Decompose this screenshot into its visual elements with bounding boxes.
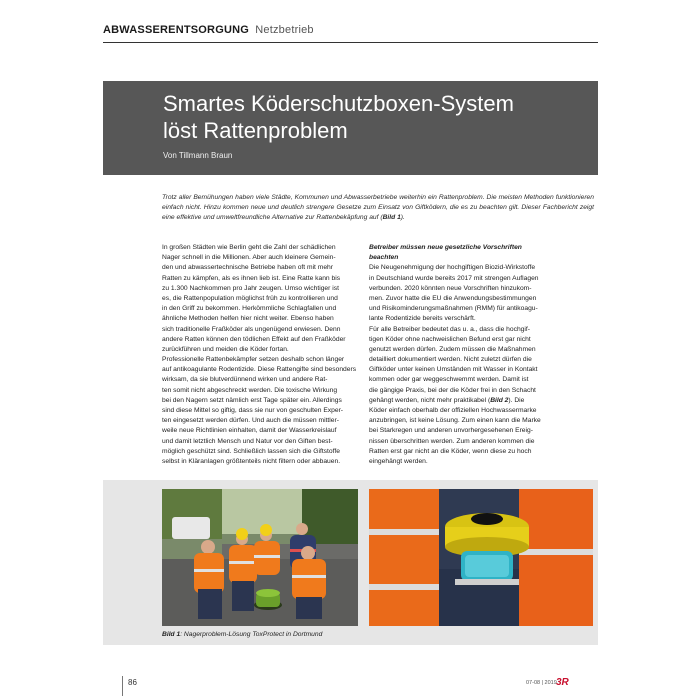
figure-caption [162, 631, 322, 638]
text-line: es, die Rattenpopulation möglichst früh zu kontrollieren und [162, 294, 338, 302]
title-line-2: löst Rattenproblem [163, 118, 348, 143]
article-title [163, 90, 514, 144]
text-line: in den Griff zu bekommen. Herkömmliche Schlagfallen und [162, 305, 337, 313]
text-line: weile neue Richtlinien einhalten, damit der Wasserkreislauf [162, 427, 337, 435]
body-column-right [369, 243, 565, 467]
ref-line-before: gehängt werden, nicht mehr praktikabel ( [369, 396, 491, 404]
text-line: Köder einfach oberhalb der offiziellen Hochwassermarke [369, 407, 537, 414]
text-line: kommen oder gar weggeschwemmt werden. Damit ist [369, 376, 529, 384]
text-line: die gängige Praxis, bei der die Köder frei in den Schacht [369, 386, 536, 394]
caption-figure-ref: Bild 1 [162, 631, 181, 638]
text-line: sich traditionelle Fraßköder als ungenügend erwiesen. Denn [162, 325, 341, 333]
subsection-label: Netzbetrieb [255, 24, 314, 36]
intro-text: Trotz aller Bemühungen haben viele Städte, Kommunen und Abwasserbetriebe weiterhin ein Rattenproblem. Die meisten Methoden funktionieren einfach nicht. Hinzu kommen neue und deutlich strengere Gesetze zum Einsatz von Giftködern, die es zu beachten gilt. Dieser Fachbericht zeigt eine effektive und umweltfreundliche Alternative zur Rattenbekäpfung auf ( [162, 194, 594, 221]
text-line: verbunden. 2020 könnten neue Vorschriften hinzukom- [369, 284, 532, 292]
publisher-logo: 3R [556, 677, 569, 688]
text-line: bei Starkregen und anderen unvorhergesehenen Ereig- [369, 427, 533, 435]
author-byline: Von Tillmann Braun [163, 151, 233, 160]
text-line: Ratten zu kämpfen, als es ihnen lieb ist. Eine Ratte kann bis [162, 274, 341, 282]
ref-line-after: ). Die [508, 396, 525, 404]
text-line: men. Zuvor hatte die EU die Anwendungsbestimmungen [369, 294, 537, 302]
text-line: und Risikominderungsmaßnahmen (RMM) für antikoagu- [369, 305, 538, 313]
intro-end: ). [400, 214, 405, 221]
right-column-text-b [369, 406, 565, 467]
photo-baitbox-illustration [369, 489, 593, 626]
text-line: zu 1.300 Nachkommen pro Jahr zeugen. Umso wichtiger ist [162, 284, 339, 292]
text-line: Für alle Betreiber bedeutet das u. a., dass die hochgif- [369, 325, 530, 333]
photo-workers-illustration [162, 489, 358, 626]
caption-text: : Nagerproblem-Lösung ToxProtect in Dortmund [180, 631, 323, 638]
text-line: Ratten erst gar nicht an die Köder, wenn diese zu hoch [369, 447, 532, 455]
article-intro [162, 193, 594, 223]
text-line: andere Ratten können den tödlichen Effekt auf den Fraßköder [162, 335, 346, 343]
text-line: ähnliche Methoden helfen hier nicht weiter. Ebenso haben [162, 315, 334, 323]
figure-ref-bild-2: Bild 2 [490, 396, 509, 404]
footer-rule [122, 676, 123, 696]
header-rule [103, 42, 598, 43]
text-line: anzubringen, ist keine Lösung. Zum einen kann die Marke [369, 417, 541, 425]
photo-baitbox-closeup [369, 489, 593, 626]
text-line: sind diese Mittel so giftig, dass sie nur von geschulten Exper- [162, 407, 344, 414]
text-line: In großen Städten wie Berlin geht die Zahl der schädlichen [162, 244, 336, 251]
text-line: lante Rodentizide bereits verschärft. [369, 315, 476, 323]
text-line: den und abwassertechnische Betriebe haben oft mit mehr [162, 264, 334, 272]
subheading-line-2: beachten [369, 254, 399, 262]
text-line: möglich geschützt sind. Schließlich lassen sich die Giftstoffe [162, 447, 340, 455]
photo-workers-manhole [162, 489, 358, 626]
page-number: 86 [128, 678, 137, 687]
text-line: ten eingesetzt werden dürfen. Und auch die müssen mittler- [162, 417, 339, 425]
text-line: Professionelle Rattenbekämpfer setzen deshalb schon länger [162, 356, 345, 364]
intro-figure-ref: Bild 1 [382, 214, 401, 221]
title-band [103, 81, 598, 175]
right-column-text-a [369, 263, 565, 395]
text-line: zurückführen und meiden die Köder fortan. [162, 345, 289, 353]
text-line: wirksam, da sie blutverdünnend wirken und andere Rat- [162, 376, 328, 384]
text-line: bei den Nagern setzt nämlich erst Tage später ein. Allerdings [162, 396, 342, 404]
running-header [103, 24, 314, 36]
text-line: Die Neugenehmigung der hochgiftigen Biozid-Wirkstoffe [369, 264, 536, 272]
text-line: auf antikoagulante Rodentizide. Diese Rattengifte sind besonders [162, 366, 357, 374]
text-line: selbst in Kläranlagen größtenteils nicht filtern oder abbauen. [162, 457, 341, 465]
text-line: in Deutschland wurde bereits 2017 mit strengen Auflagen [369, 274, 539, 282]
section-label: ABWASSERENTSORGUNG [103, 24, 249, 36]
text-line: nissen überschritten werden. Zum anderen kommen die [369, 437, 535, 445]
text-line: Nager schnell in die Millionen. Aber auch kleinere Gemein- [162, 254, 336, 262]
right-ref-line [369, 396, 565, 406]
subheading-line-1: Betreiber müssen neue gesetzliche Vorschriften [369, 244, 522, 251]
text-line: ten somit nicht abgeschreckt werden. Die toxische Wirkung [162, 386, 338, 394]
text-line: tigen Köder ohne nachweislichen Befund erst gar nicht [369, 335, 531, 343]
text-line: und damit letztlich Mensch und Natur vor den Giften best- [162, 437, 333, 445]
text-line: eingehängt werden. [369, 457, 428, 465]
body-column-left [162, 243, 358, 467]
text-line: detailliert dokumentiert werden. Nicht zuletzt dürfen die [369, 356, 532, 364]
title-line-1: Smartes Köderschutzboxen-System [163, 91, 514, 116]
issue-label: 07-08 | 2019 [526, 680, 557, 686]
text-line: genutzt werden dürfen. Zudem müssen die Maßnahmen [369, 345, 536, 353]
text-line: Giftköder unter keinen Umständen mit Wasser in Kontakt [369, 366, 538, 374]
